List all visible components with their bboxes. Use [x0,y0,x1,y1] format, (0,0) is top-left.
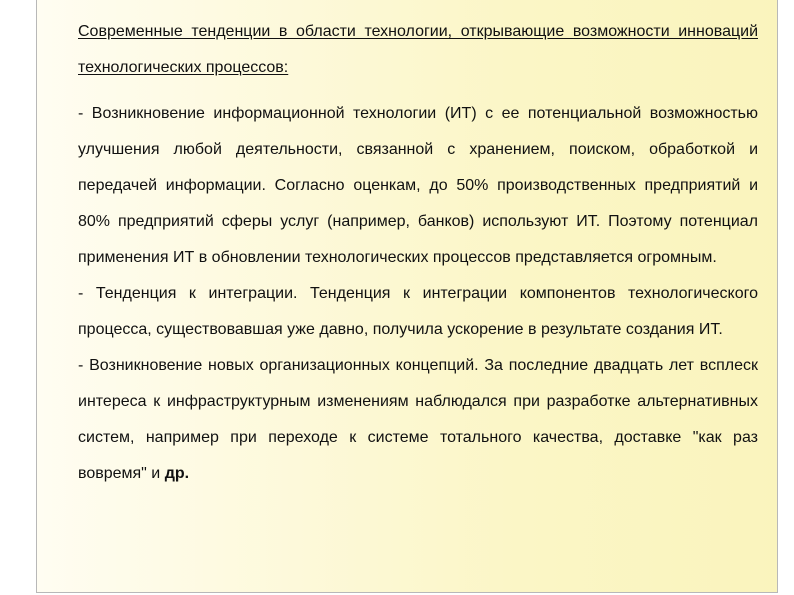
paragraph-organizational-concepts [78,348,758,492]
paragraph-bold-tail: др. [164,465,190,482]
slide [36,0,778,593]
slide-content [78,14,758,492]
paragraph-it-emergence: - Возникновение информационной технологии (ИТ) с ее потенциальной возможностью улучшения любой деятельности, связанной с хранением, поиском, обработкой и передачей информации. Согласно оценкам, до 50% производственных предприятий и 80% предприятий сферы услуг (например, банков) используют ИТ. Поэтому потенциал применения ИТ в обновлении технологических процессов представляется огромным. [78,105,758,266]
paragraph-integration-trend: - Тенденция к интеграции. Тенденция к интеграции компонентов технологического процесса, существовавшая уже давно, получила ускорение в результате создания ИТ. [78,285,758,338]
slide-heading: Современные тенденции в области технологии, открывающие возможности инноваций технологических процессов: [78,23,758,76]
paragraph-organizational-concepts-text: - Возникновение новых организационных концепций. За последние двадцать лет всплеск интереса к инфраструктурным изменениям наблюдался при разработке альтернативных систем, например при переходе к системе тотального качества, доставке "как раз вовремя" и [78,357,758,482]
